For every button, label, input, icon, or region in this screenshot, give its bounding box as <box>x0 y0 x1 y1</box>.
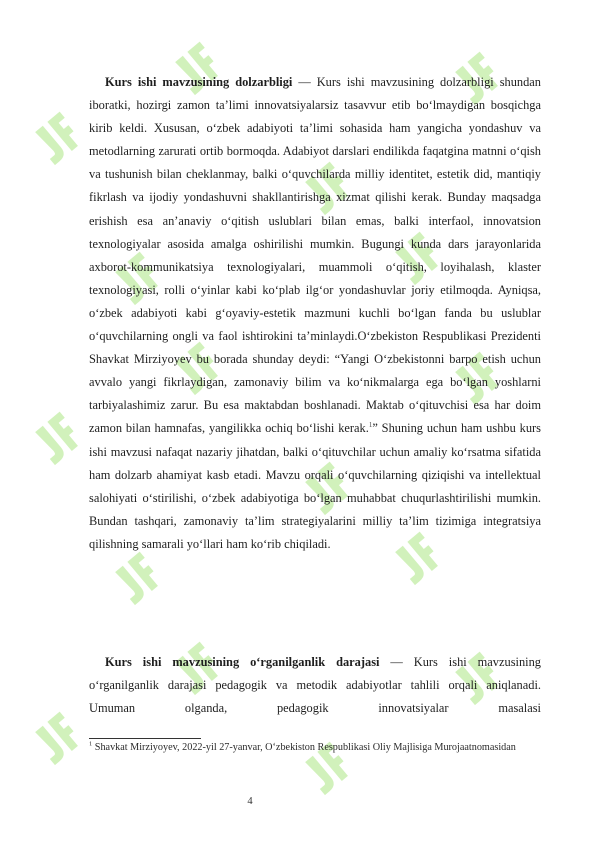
watermark-mark <box>31 112 85 166</box>
study-level-heading: Kurs ishi mavzusining o‘rganilganlik darajasi <box>105 655 380 669</box>
footnote-text: Shavkat Mirziyoyev, 2022-yil 27-yanvar, O‘zbekiston Respublikasi Oliy Majlisiga Murojaatnomasidan <box>92 742 516 753</box>
watermark-mark <box>111 552 165 606</box>
watermark-mark <box>31 412 85 466</box>
watermark-logo <box>31 412 85 466</box>
watermark-logo <box>31 712 85 766</box>
footnote-mark: 1 <box>89 740 93 748</box>
footnote-divider <box>89 738 201 739</box>
watermark-logo <box>111 552 165 606</box>
relevance-body-part2: ” Shuning uchun ham ushbu kurs ishi mavzusi nafaqat nazariy jihatdan, balki o‘qituvchilar uchun amaliy ko‘rsatma sifatida ham dolzarb ahamiyat kasb etadi. Mavzu orqali o‘quvchilarning qiziqishi va intellektual salohiyati o‘stirilishi, o‘zbek adabiyotiga bo‘lgan muhabbat chuqurlashtirilishi mumkin. Bundan tashqari, zamonaviy ta’lim strategiyalarini milliy ta’lim tizimiga integratsiya qilishning samarali yo‘llari ham ko‘rib chiqiladi. <box>89 421 541 551</box>
paragraph-relevance <box>89 71 541 556</box>
watermark-logo <box>31 112 85 166</box>
relevance-heading: Kurs ishi mavzusining dolzarbligi <box>105 75 293 89</box>
footnote-ref[interactable]: 1 <box>368 421 373 430</box>
relevance-body-part1: — Kurs ishi mavzusining dolzarbligi shundan iboratki, hozirgi zamon ta’limi innovatsiyalarsiz tasavvur etib bo‘lmaydigan bosqichga kirib keldi. Xususan, o‘zbek adabiyoti ta’limi sohasida ham yangicha yondashuv va metodlarning zarurati ortib bormoqda. Adabiyot darslari endilikda faqatgina matnni o‘qish va tushunish bilan cheklanmay, balki o‘quvchilarda milliy identitet, estetik did, mantiqiy fikrlash va ijodiy yondashuvni shakllantirishga xizmat qilishi kerak. Bunday maqsadga erishish esa an’anaviy o‘qitish uslublari bilan emas, balki interfaol, innovatsion texnologiyalar asosida amalga oshirilishi mumkin. Bugungi kunda dars jarayonlarida axborot-kommunikatsiya texnologiyalari, muammoli o‘qitish, loyihalash, klaster texnologiyasi, rolli o‘yinlar kabi ko‘plab ilg‘or yondashuvlar joriy etilmoqda. Ayniqsa, o‘zbek adabiyoti kabi g‘oyaviy-estetik mazmuni kuchli bo‘lgan fanda bu uslublar o‘quvchilarning ongli va faol ishtirokini ta’minlaydi.O‘zbekiston Respublikasi Prezidenti Shavkat Mirziyoyev bu borada shunday deydi: “Yangi O‘zbekistonni barpo etish uchun avvalo yangi fikrlaydigan, zamonaviy bilim va ko‘nikmalarga ega bo‘lgan yoshlarni tarbiyalashimiz zarur. Bu esa maktabdan boshlanadi. Maktab o‘qituvchisi esa har doim zamon bilan hamnafas, yangilikka ochiq bo‘lishi kerak. <box>89 75 541 436</box>
footnote <box>89 741 529 754</box>
study-level-body: — Kurs ishi mavzusining o‘rganilganlik darajasi pedagogik va metodik adabiyotlar tahlili orqali aniqlanadi. Umuman olganda, pedagogik innovatsiyalar masalasi <box>89 655 541 716</box>
paragraph-study-level <box>89 651 541 720</box>
watermark-mark <box>31 712 85 766</box>
page-number: 4 <box>247 796 253 807</box>
